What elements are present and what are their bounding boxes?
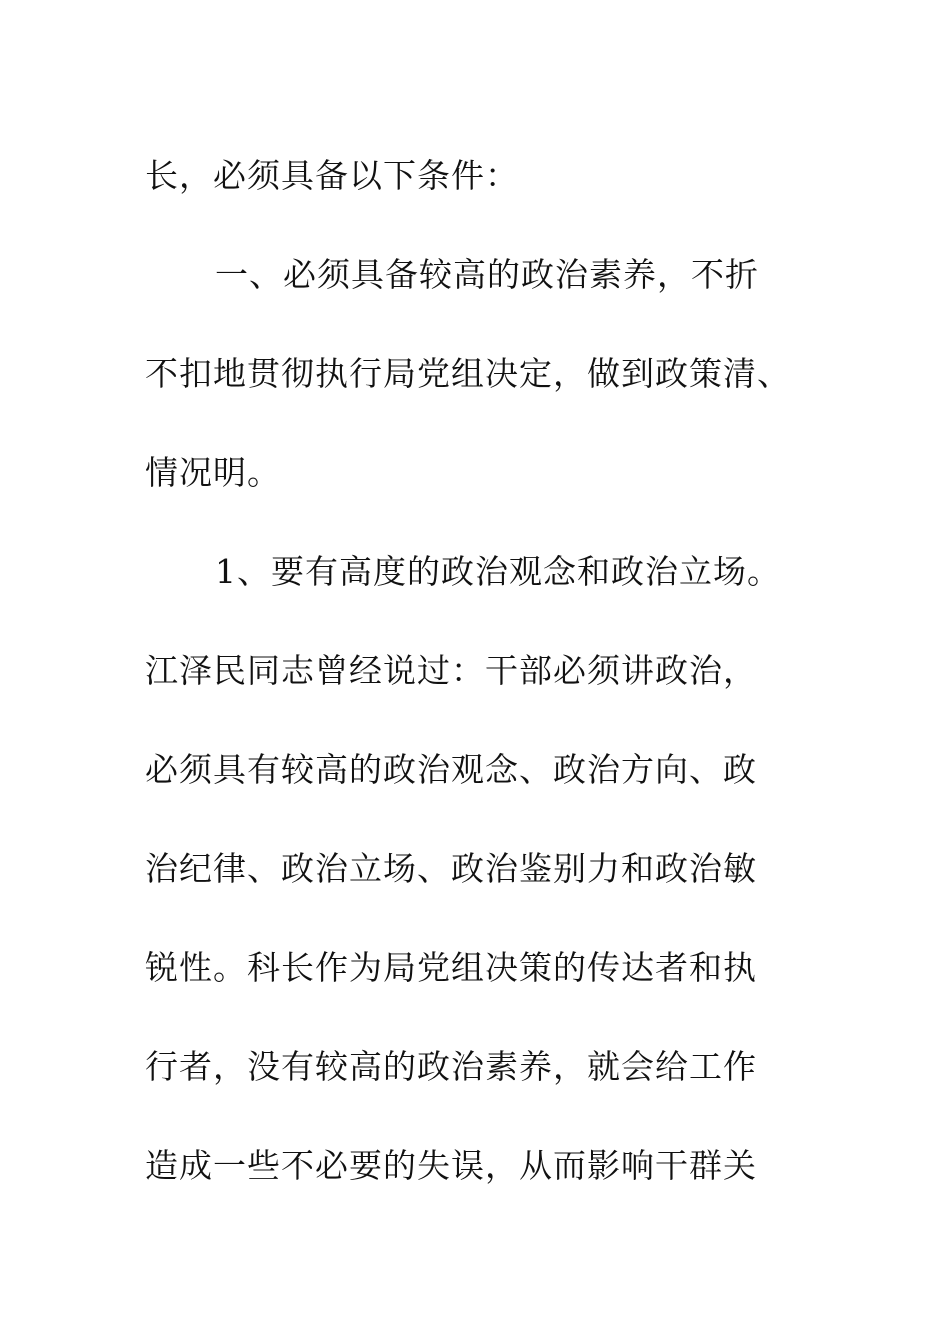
text-line: 必须具有较高的政治观念、政治方向、政 [145, 750, 757, 789]
text-line-section-heading: 一、必须具备较高的政治素养，不折 [215, 255, 759, 294]
text-line: 行者，没有较高的政治素养，就会给工作 [145, 1047, 757, 1086]
text-line: 造成一些不必要的失误，从而影响干群关 [145, 1146, 757, 1185]
text-line: 江泽民同志曾经说过：干部必须讲政治， [145, 651, 757, 690]
text-line: 情况明。 [145, 453, 281, 492]
text-line: 不扣地贯彻执行局党组决定，做到政策清、 [145, 354, 791, 393]
text-line: 治纪律、政治立场、政治鉴别力和政治敏 [145, 849, 757, 888]
document-body [145, 126, 815, 1215]
text-line: 锐性。科长作为局党组决策的传达者和执 [145, 948, 757, 987]
text-line-subsection-heading: 1、要有高度的政治观念和政治立场。 [215, 552, 781, 591]
text-line: 长，必须具备以下条件： [145, 156, 519, 195]
